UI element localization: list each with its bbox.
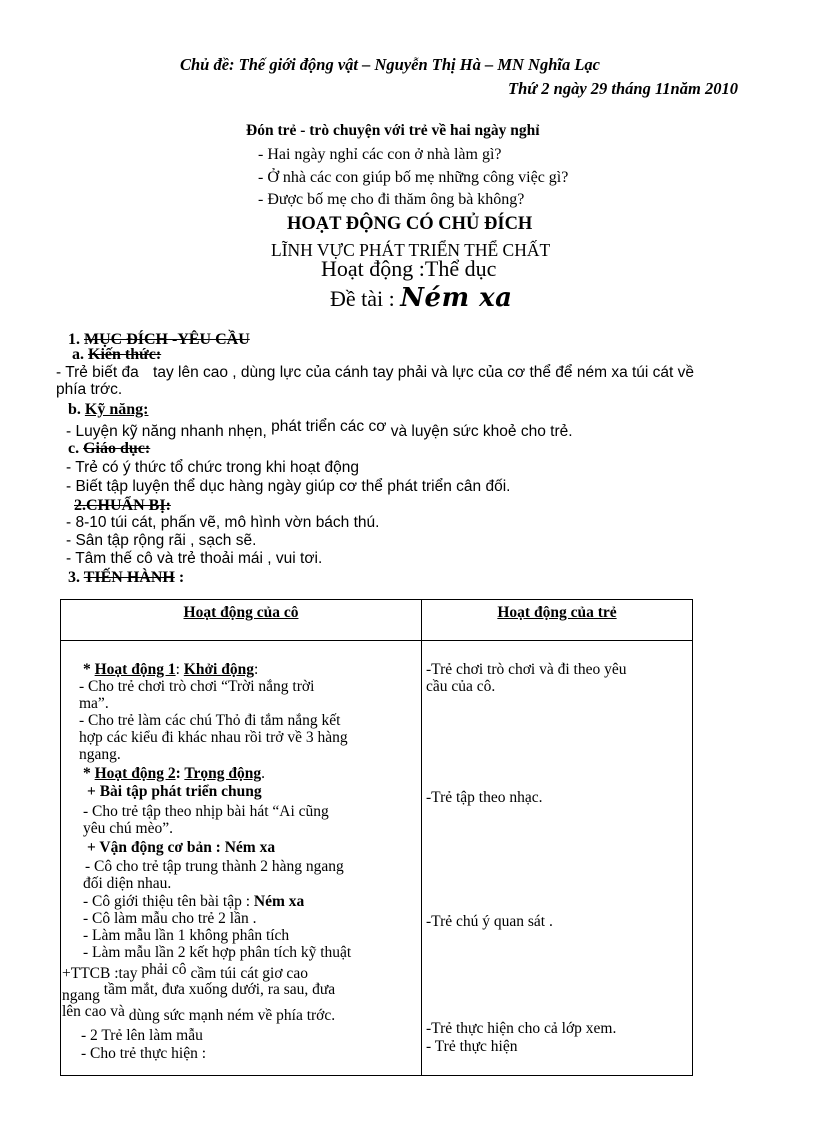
- hd2-star: *: [83, 765, 91, 782]
- section-3-heading: [68, 569, 184, 587]
- teacher-line: ngang.: [79, 746, 121, 763]
- section-2-heading: [74, 497, 171, 515]
- hd1-star: *: [83, 661, 91, 678]
- field-heading: LĨNH VỰC PHÁT TRIỂN THỂ CHẤT: [271, 240, 551, 260]
- section-a-title: Kiến thức:: [88, 346, 162, 363]
- section-c-label: c.: [68, 440, 80, 457]
- topic-title: Ném xa: [400, 283, 513, 313]
- intro-question: - Được bố mẹ cho đi thăm ông bà không?: [258, 191, 525, 208]
- teacher-line: - Cho trẻ chơi trò chơi “Trời nắng trời: [79, 678, 315, 695]
- section-3-colon: :: [178, 569, 185, 586]
- teacher-line: - Cho trẻ tập theo nhịp bài hát “Ai cũng: [83, 803, 329, 820]
- hd1-colon: :: [253, 661, 259, 678]
- table-row: [61, 641, 693, 1076]
- intro-question: - Hai ngày nghỉ các con ở nhà làm gì?: [258, 146, 502, 163]
- hd1-rest: Khởi động: [183, 661, 254, 678]
- teacher-line: - Cô cho trẻ tập trung thành 2 hàng ngang: [85, 858, 344, 875]
- table-header-row: [61, 600, 693, 641]
- teacher-line: - Làm mẫu lần 2 kết hợp phân tích kỹ thuật: [83, 944, 352, 961]
- date-prefix: Thứ: [508, 79, 538, 98]
- section-b-text: [66, 418, 573, 441]
- section-b-label: b.: [68, 401, 81, 418]
- teacher-line: [62, 981, 336, 1004]
- section-b-text-part: và luyện sức khoẻ cho trẻ.: [390, 423, 573, 440]
- section-c-line: - Trẻ có ý thức tổ chức trong khi hoạt động: [66, 459, 360, 476]
- teacher-line: - Cho trẻ thực hiện :: [81, 1045, 207, 1062]
- activity-heading: HOẠT ĐỘNG CÓ CHỦ ĐÍCH: [287, 214, 533, 234]
- section-2-line: - Tâm thế cô và trẻ thoải mái , vui tơi.: [66, 550, 323, 567]
- teacher-line-part: phải cô: [141, 961, 187, 978]
- btp-heading: + Bài tập phát triển chung: [87, 783, 262, 800]
- section-c-title: Giáo dục:: [83, 440, 151, 457]
- children-line: cầu của cô.: [426, 678, 496, 695]
- hd2-rest: Trọng động: [184, 765, 262, 782]
- teacher-line-part: ngang: [62, 987, 100, 1004]
- teacher-line: - Làm mẫu lần 1 không phân tích: [83, 927, 290, 944]
- teacher-line: [62, 1003, 336, 1024]
- section-a-heading: [72, 346, 161, 364]
- hd1-heading: * Hoạt động 1: Khởi động:: [83, 661, 259, 678]
- teacher-line: [62, 961, 308, 982]
- teacher-line-part: tầm mắt, đưa xuống dưới, ra sau, đưa: [103, 981, 336, 998]
- activity-title: Hoạt động :Thể dục: [321, 256, 497, 281]
- table-header-teacher: [61, 600, 422, 641]
- children-column-title: Hoạt động của trẻ: [497, 604, 617, 621]
- teacher-line-bold: Ném xa: [253, 893, 305, 910]
- teacher-line: hợp các kiểu đi khác nhau rồi trở về 3 hàng: [79, 729, 348, 746]
- section-a-text-cont: phía trớc.: [56, 381, 123, 398]
- teacher-line-part: +TTCB :tay: [62, 965, 138, 982]
- section-b-title: Kỹ năng:: [84, 401, 149, 418]
- topic-label: Đề tài :: [330, 286, 395, 311]
- section-a-text-part: tay lên cao , dùng lực của cánh tay phải và lực của cơ thể để ném xa túi cát về: [153, 364, 695, 381]
- section-1-title: MỤC ĐÍCH -YÊU CẦU: [84, 331, 250, 348]
- teacher-activity-cell: [61, 641, 422, 1076]
- section-a-text-part: - Trẻ biết đa: [56, 364, 139, 381]
- teacher-line-part: lên cao và: [62, 1003, 125, 1020]
- teacher-line-part: - Cô giới thiệu tên bài tập :: [83, 893, 251, 910]
- teacher-line-part: dùng sức mạnh ném về phía trớc.: [128, 1007, 336, 1024]
- section-b-text-part: - Luyện kỹ năng nhanh nhẹn,: [66, 423, 267, 440]
- hd2-heading: * Hoạt động 2: Trọng động.: [83, 765, 266, 782]
- children-line: -Trẻ chú ý quan sát .: [426, 913, 553, 930]
- teacher-line: [83, 893, 304, 910]
- hd2-label: Hoạt động 2: [94, 765, 176, 782]
- children-line: -Trẻ tập theo nhạc.: [426, 789, 543, 806]
- section-c-heading: [68, 440, 150, 458]
- section-3-title: TIẾN HÀNH: [83, 569, 175, 586]
- children-line: - Trẻ thực hiện: [426, 1038, 518, 1055]
- section-3-number: 3.: [68, 569, 80, 586]
- teacher-line: yêu chú mèo”.: [83, 820, 173, 837]
- topic-line: [330, 283, 512, 313]
- section-a-label: a.: [72, 346, 84, 363]
- hd2-dot: .: [261, 765, 266, 782]
- hd1-label: Hoạt động 1: [94, 661, 176, 678]
- section-a-text: [56, 364, 694, 382]
- section-b-text-part: phát triển các cơ: [271, 418, 387, 435]
- table-header-children: [422, 600, 693, 641]
- vdcb-heading: + Vận động cơ bản : Ném xa: [87, 839, 276, 856]
- section-2-line: - Sân tập rộng rãi , sạch sẽ.: [66, 532, 257, 549]
- children-line: -Trẻ thực hiện cho cả lớp xem.: [426, 1020, 617, 1037]
- teacher-line: ma”.: [79, 695, 109, 712]
- section-2-title: 2.CHUẨN BỊ:: [74, 497, 171, 514]
- section-c-line: - Biết tập luyện thể dục hàng ngày giúp cơ thể phát triển cân đối.: [66, 478, 511, 495]
- activity-table: [60, 599, 693, 1076]
- date-rest: 2 ngày 29 tháng 11năm 2010: [541, 79, 738, 98]
- section-1-number: 1.: [68, 331, 80, 348]
- document-date: [508, 79, 738, 99]
- teacher-line: - 2 Trẻ lên làm mẫu: [81, 1027, 203, 1044]
- teacher-line: - Cho trẻ làm các chú Thỏ đi tắm nắng kết: [79, 712, 341, 729]
- document-header-title: Chủ đề: Thế giới động vật – Nguyễn Thị Hà – MN Nghĩa Lạc: [180, 55, 600, 74]
- intro-question: - Ở nhà các con giúp bố mẹ những công việc gì?: [258, 169, 569, 186]
- children-activity-cell: [422, 641, 693, 1076]
- teacher-line: đối diện nhau.: [83, 875, 172, 892]
- children-line: -Trẻ chơi trò chơi và đi theo yêu: [426, 661, 627, 678]
- teacher-column-title: Hoạt động của cô: [183, 604, 299, 621]
- section-2-line: - 8-10 túi cát, phấn vẽ, mô hình vờn bách thú.: [66, 514, 380, 531]
- section-b-heading: [68, 401, 148, 419]
- teacher-line-part: cầm túi cát giơ cao: [190, 965, 308, 982]
- intro-title: Đón trẻ - trò chuyện với trẻ về hai ngày nghỉ: [246, 122, 540, 139]
- teacher-line: - Cô làm mẫu cho trẻ 2 lần .: [83, 910, 257, 927]
